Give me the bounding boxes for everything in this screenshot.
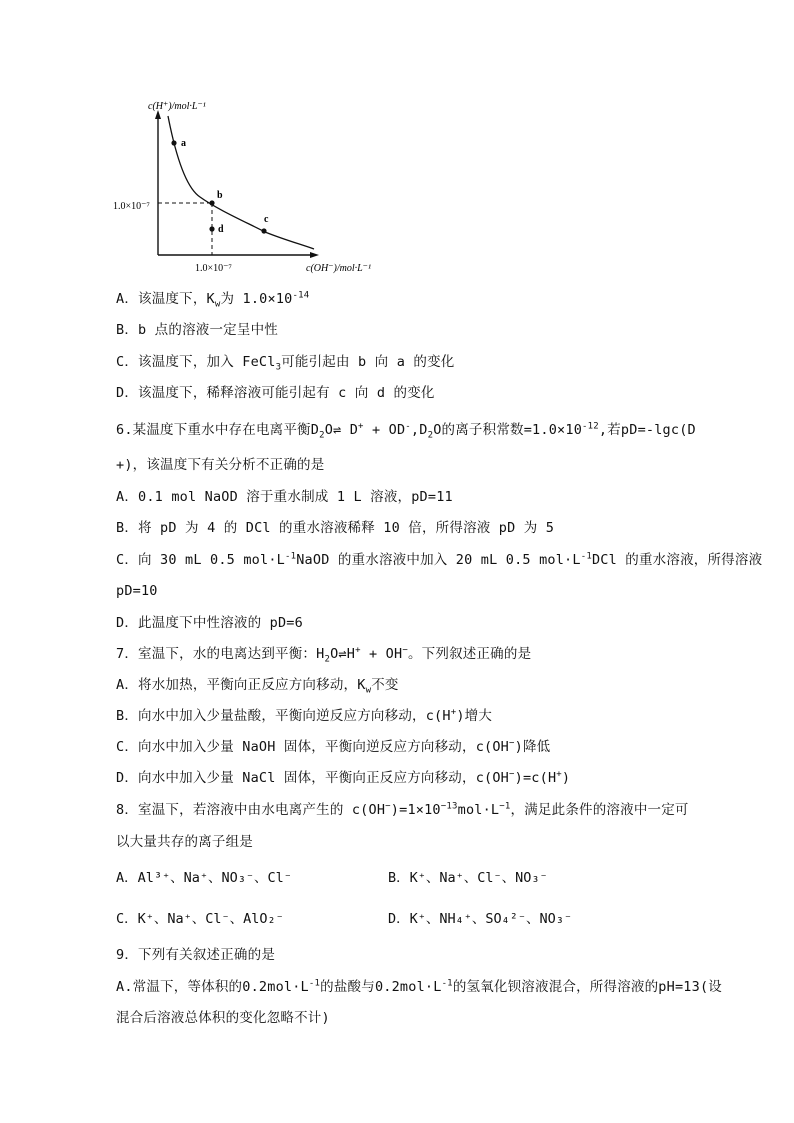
point-a bbox=[171, 140, 176, 145]
q9-stem: 9．下列有关叙述正确的是 bbox=[116, 947, 276, 963]
kw-curve-figure bbox=[100, 92, 390, 282]
point-b bbox=[209, 200, 214, 205]
q8-option-b: B．K⁺、Na⁺、Cl⁻、NO₃⁻ bbox=[388, 870, 548, 886]
q6-option-c-line2: pD=10 bbox=[116, 583, 158, 599]
q9-option-a-line2: 混合后溶液总体积的变化忽略不计) bbox=[116, 1010, 330, 1026]
point-c-label: c bbox=[264, 214, 269, 225]
x-axis-arrow bbox=[310, 252, 319, 258]
q6-option-a: A．0.1 mol NaOD 溶于重水制成 1 L 溶液，pD=11 bbox=[116, 489, 453, 505]
q8-option-d: D．K⁺、NH₄⁺、SO₄²⁻、NO₃⁻ bbox=[388, 911, 573, 927]
point-b-label: b bbox=[217, 190, 223, 201]
q6-stem-line2: +)，该温度下有关分析不正确的是 bbox=[116, 457, 325, 473]
point-a-label: a bbox=[181, 138, 186, 149]
q6-option-c-line1: C．向 30 mL 0.5 $mol\cdot L^{-1}NaOD$ 的重水溶液中加入 20 mL 0.5 $mol\cdot L^{-1}DCl$ 的重水溶液，所得溶液 bbox=[116, 551, 763, 568]
point-d-label: d bbox=[218, 224, 224, 235]
q8-stem-line2: 以大量共存的离子组是 bbox=[116, 834, 253, 850]
q7-stem: 7．室温下，水的电离达到平衡：$H_2O\rightleftharpoons H^+ + OH^-$。下列叙述正确的是 bbox=[116, 645, 532, 665]
q5-option-b: B．b 点的溶液一定呈中性 bbox=[116, 322, 278, 338]
q5-option-c: C．该温度下，加入 FeCl$_3$可能引起由 b 向 a 的变化 bbox=[116, 354, 455, 373]
q6-stem-line1: 6.某温度下重水中存在电离平衡$D_2O\rightleftharpoons$ $D^+ + OD^-,D_2O$的离子积常数$=1.0\times 10^{-12}$,若pD=-lgc(D bbox=[116, 421, 696, 441]
q5-option-a: A．该温度下，$K_w$为 $1.0\times 10^{-14}$ bbox=[116, 290, 310, 310]
q6-option-d: D．此温度下中性溶液的 pD=6 bbox=[116, 615, 303, 631]
q8-option-c: C．K⁺、Na⁺、Cl⁻、AlO₂⁻ bbox=[116, 911, 284, 927]
y-tick-label: 1.0×10⁻⁷ bbox=[113, 201, 150, 212]
q8-stem-line1: 8．室温下，若溶液中由水电离产生的 $c(OH^-)=1\times 10^{-13}mol\cdot L^{-1}$，满足此条件的溶液中一定可 bbox=[116, 801, 689, 818]
q7-option-a: A．将水加热，平衡向正反应方向移动，$K_w$不变 bbox=[116, 677, 399, 696]
q7-option-b: B．向水中加入少量盐酸，平衡向逆反应方向移动，c(H+)增大 bbox=[116, 707, 493, 724]
q7-option-c: C．向水中加入少量 NaOH 固体，平衡向逆反应方向移动，c(OH−)降低 bbox=[116, 738, 551, 755]
q5-option-d: D．该温度下，稀释溶液可能引起有 c 向 d 的变化 bbox=[116, 385, 435, 401]
x-tick-label: 1.0×10⁻⁷ bbox=[195, 263, 232, 274]
q6-option-b: B．将 pD 为 4 的 DCl 的重水溶液稀释 10 倍，所得溶液 pD 为 5 bbox=[116, 520, 555, 536]
x-axis-label: c(OH⁻)/mol·L⁻¹ bbox=[306, 263, 371, 274]
q9-option-a-line1: A.常温下，等体积的$0.2mol\cdot L^{-1}$的盐酸与$0.2mol\cdot L^{-1}$的氢氧化钡溶液混合，所得溶液的pH=13(设 bbox=[116, 978, 722, 995]
y-axis-label: c(H⁺)/mol·L⁻¹ bbox=[148, 101, 206, 112]
point-c bbox=[261, 228, 266, 233]
point-d bbox=[209, 226, 214, 231]
kw-curve bbox=[168, 116, 314, 249]
q8-option-a: A．Al³⁺、Na⁺、NO₃⁻、Cl⁻ bbox=[116, 870, 292, 886]
q7-option-d: D．向水中加入少量 NaCl 固体，平衡向正反应方向移动，c(OH−)=c(H+) bbox=[116, 769, 571, 786]
